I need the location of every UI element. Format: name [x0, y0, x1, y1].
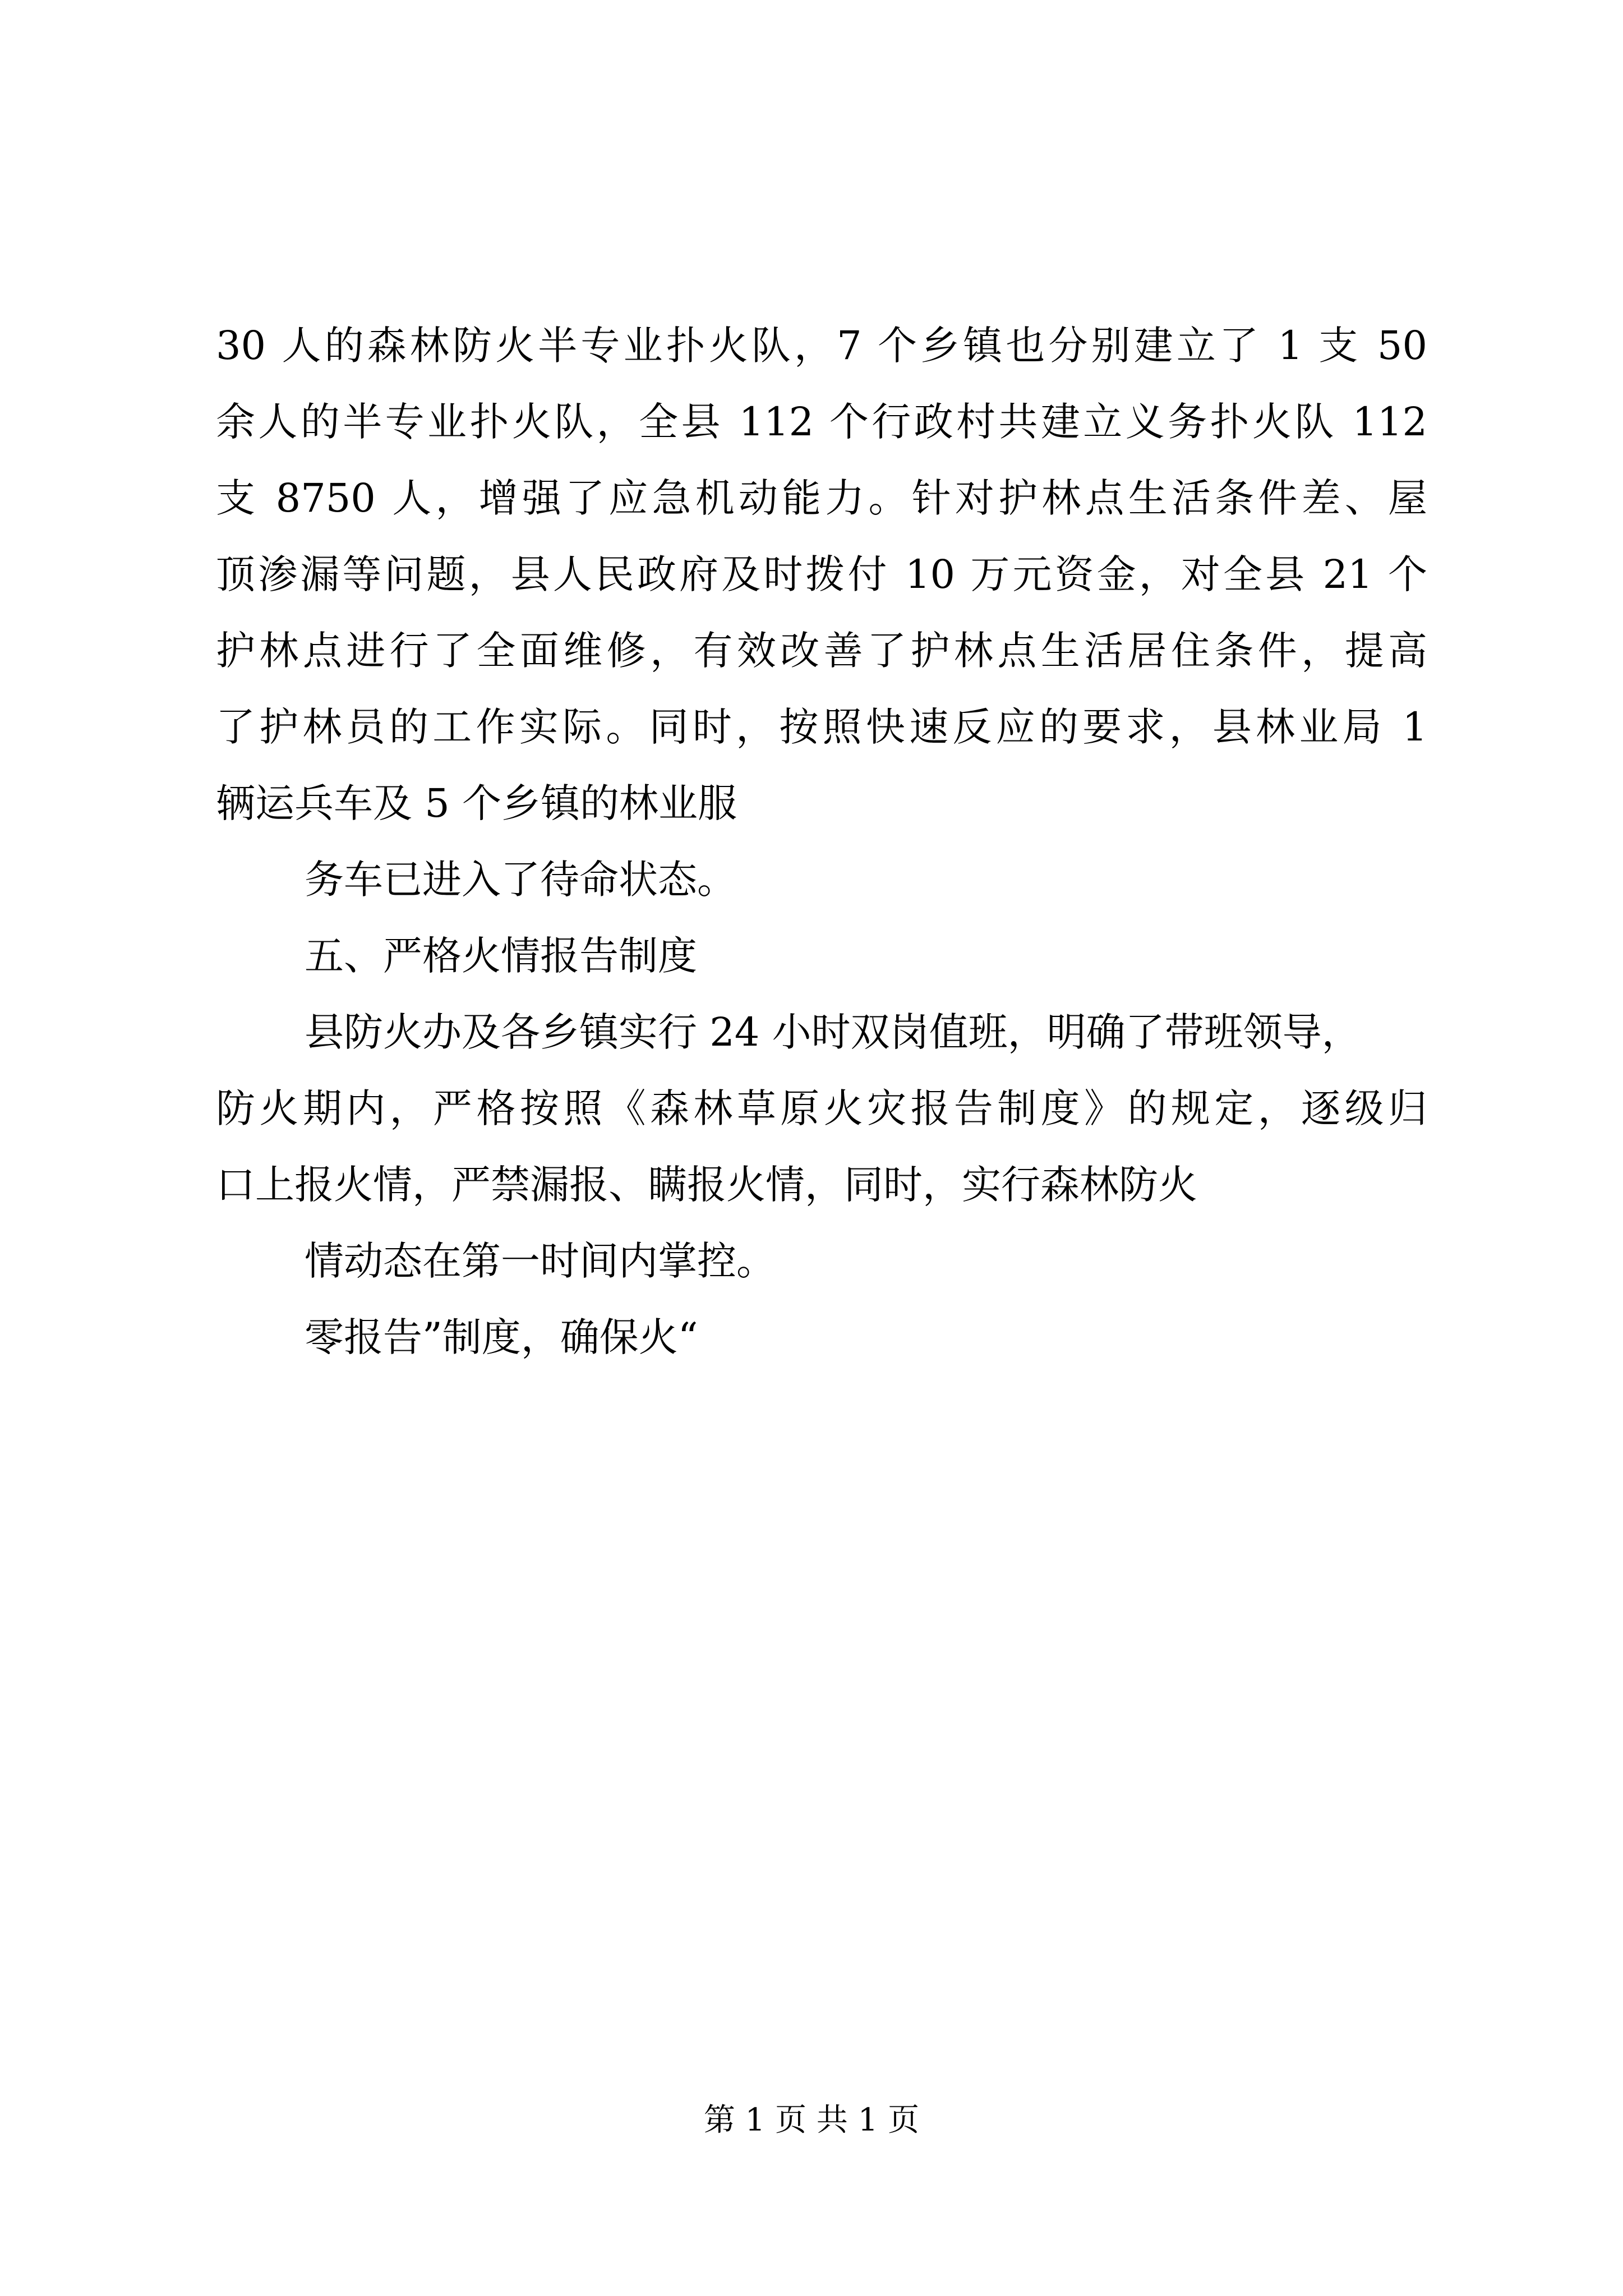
- text-line: 情动态在第一时间内掌控。: [305, 1238, 776, 1284]
- section-heading: 五、严格火情报告制度: [305, 933, 697, 979]
- text-line: 30 人的森林防火半专业扑火队，7 个乡镇也分别建立了 1 支 50: [216, 323, 1427, 369]
- text-line: 顶渗漏等问题，县人民政府及时拨付 10 万元资金，对全县 21 个: [216, 551, 1427, 597]
- text-line: 辆运兵车及 5 个乡镇的林业服: [216, 780, 737, 826]
- page-footer: [0, 2098, 1623, 2143]
- text-line: 务车已进入了待命状态。: [305, 857, 736, 903]
- text-line: 口上报火情，严禁漏报、瞒报火情，同时，实行森林防火: [216, 1162, 1197, 1208]
- text-line: 支 8750 人，增强了应急机动能力。针对护林点生活条件差、屋: [216, 475, 1427, 521]
- document-body: [216, 307, 1427, 1375]
- text-line: 余人的半专业扑火队，全县 112 个行政村共建立义务扑火队 112: [216, 399, 1427, 445]
- page-number: 第 1 页 共 1 页: [703, 2102, 920, 2138]
- text-line: 县防火办及各乡镇实行 24 小时双岗值班，明确了带班领导，: [305, 1009, 1361, 1055]
- text-line: 防火期内，严格按照《森林草原火灾报告制度》的规定，逐级归: [216, 1085, 1427, 1131]
- text-line: 零报告”制度，确保火“: [305, 1314, 698, 1360]
- text-line: 了护林员的工作实际。同时，按照快速反应的要求，县林业局 1: [216, 704, 1427, 750]
- text-line: 护林点进行了全面维修，有效改善了护林点生活居住条件，提高: [216, 628, 1427, 674]
